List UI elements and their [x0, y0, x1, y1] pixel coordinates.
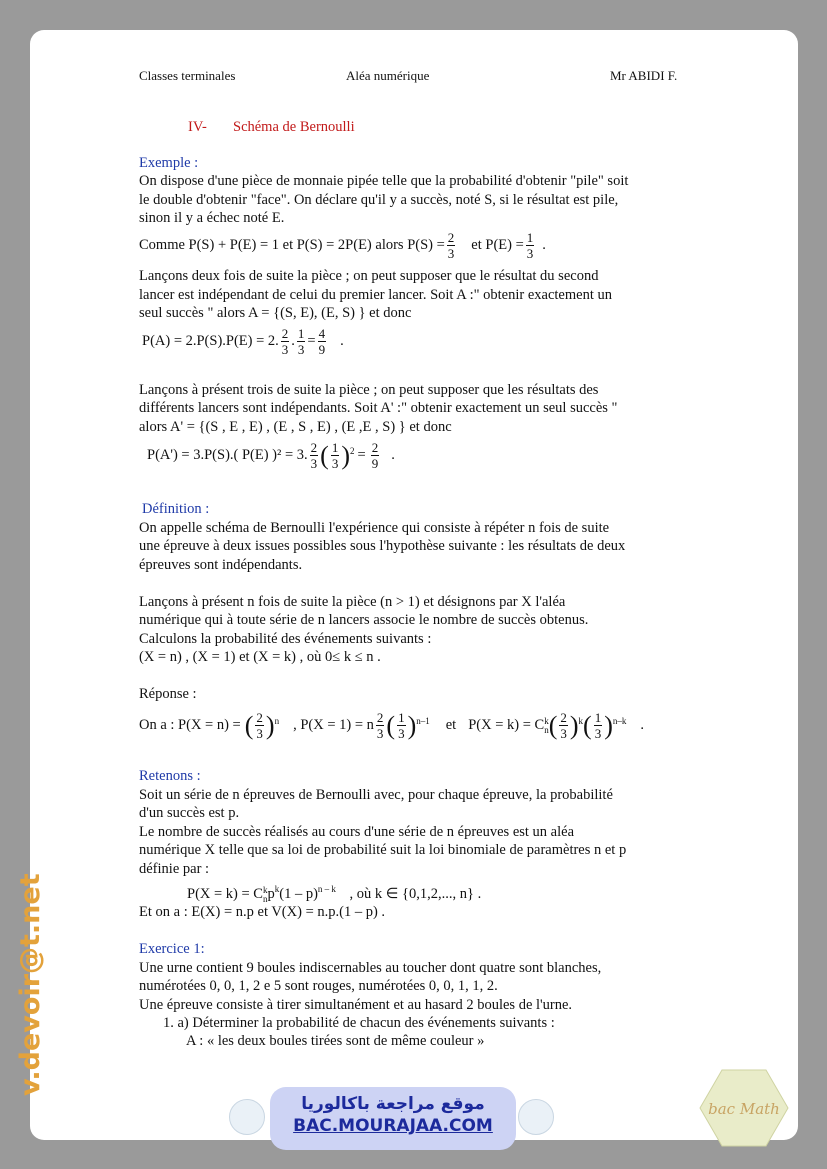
retenons-line: définie par : [139, 861, 210, 877]
n-line: (X = n) , (X = 1) et (X = k) , où 0≤ k ≤ n . [139, 649, 381, 665]
three-line: Lançons à présent trois de suite la pièce ; on peut supposer que les résultats des [139, 382, 599, 398]
bac-math-badge [698, 1068, 790, 1148]
comme-text: Comme P(S) + P(E) = 1 et P(S) = 2P(E) alors P(S) = [139, 237, 445, 254]
definition-label: Définition : [142, 501, 210, 517]
bac-mourajaa-banner[interactable] [270, 1087, 516, 1150]
exercice-label: Exercice 1: [139, 941, 205, 957]
n-line: numérique qui à toute série de n lancers associe le nombre de succès obtenus. [139, 612, 589, 628]
n-line: Lançons à présent n fois de suite la pièce (n > 1) et désignons par X l'aléa [139, 594, 566, 610]
comme-line: Comme P(S) + P(E) = 1 et P(S) = 2P(E) alors P(S) = $\frac{2}{3}$ et P(E) = $\frac{1}{3}$ . [139, 230, 546, 261]
three-line: différents lancers sont indépendants. Soit A' :" obtenir exactement un seul succès " [139, 400, 618, 416]
exercice-line: Une urne contient 9 boules indiscernables au toucher dont quatre sont blanches, [139, 960, 602, 976]
fraction: $\frac{2}{3}$ [447, 230, 455, 261]
pa-formula: P(A) = 2.P(S).P(E) = 2. $\frac{2}{3}$ . $\frac{1}{3}$ = $\frac{4}{9}$ . [142, 326, 344, 357]
two-line: seul succès " alors A = {(S, E), (E, S) } et donc [139, 305, 412, 321]
et-text: et [445, 717, 457, 734]
watermark [8, 860, 48, 1100]
binomial-formula: P(X = k) = C k n $p^k(1 - p)^{n - k}$ , où k ∈ {0,1,2,..., n} . [187, 884, 482, 904]
site-logo-right [518, 1099, 554, 1135]
pa-text: P(A) = 2.P(S).P(E) = 2. [142, 333, 279, 350]
exercice-line: numérotées 0, 0, 1, 2 e 5 sont rouges, numérotées 0, 0, 1, 1, 2. [139, 978, 498, 994]
n-line: Calculons la probabilité des événements suivants : [139, 631, 432, 647]
px1-text: , P(X = 1) = n [293, 717, 374, 734]
section-number: IV- [188, 119, 207, 135]
definition-line: On appelle schéma de Bernoulli l'expérience qui consiste à répéter n fois de suite [139, 520, 610, 536]
exemple-line: le double d'obtenir "face". On déclare qu'il y a succès, noté S, si le résultat est pile, [139, 192, 619, 208]
header-center: Aléa numérique [346, 68, 430, 83]
two-line: Lançons deux fois de suite la pièce ; on peut supposer que le résultat du second [139, 268, 599, 284]
banner-arabic: موقع مراجعة باكالوريا [301, 1094, 485, 1114]
site-logo-left [229, 1099, 265, 1135]
exemple-line: On dispose d'une pièce de monnaie pipée telle que la probabilité d'obtenir "pile" soit [139, 173, 629, 189]
retenons-line: d'un succès est p. [139, 805, 240, 821]
reponse-formula: On a : P(X = n) = ( $\frac{2}{3}$ ) $^n$ , P(X = 1) = n $\frac{2}{3}$ ( $\frac{1}{3}$ ) $^{n-1}$ et P(X = k) = C k n ( $\frac{2}{3}$ ) $^k$ ( $\frac{1}{3}$ ) $^{n-k}$ . [139, 710, 644, 741]
reponse-label: Réponse : [139, 686, 197, 702]
two-line: lancer est indépendant de celui du premier lancer. Soit A :" obtenir exactement un [139, 287, 612, 303]
fraction: $\frac{1}{3}$ [526, 230, 534, 261]
retenons-line: Le nombre de succès réalisés au cours d'une série de n épreuves est un aléa [139, 824, 575, 840]
pa2-formula: P(A') = 3.P(S).( P(E) )² = 3. $\frac{2}{3}$ ( $\frac{1}{3}$ ) $^2$ = $\frac{2}{9}$ . [147, 440, 395, 471]
banner-url[interactable]: BAC.MOURAJAA.COM [293, 1116, 493, 1136]
et-text: et P(E) = [471, 237, 524, 254]
retenons-label: Retenons : [139, 768, 201, 784]
badge-text: bac Math [708, 1100, 780, 1118]
exemple-line: sinon il y a échec noté E. [139, 210, 285, 226]
exercice-line: Une épreuve consiste à tirer simultanément et au hasard 2 boules de l'urne. [139, 997, 573, 1013]
retenons-line: numérique X telle que sa loi de probabilité suit la loi binomiale de paramètres n et p [139, 842, 627, 858]
section-title: Schéma de Bernoulli [233, 119, 355, 135]
header-right: Mr ABIDI F. [610, 68, 678, 83]
exemple-label: Exemple : [139, 155, 199, 171]
three-line: alors A' = {(S , E , E) , (E , S , E) , (E ,E , S) } et donc [139, 419, 452, 435]
pxk-text: P(X = k) = C [468, 717, 545, 734]
document-page [30, 30, 798, 1140]
pa2-text: P(A') = 3.P(S).( P(E) )² = 3. [147, 447, 308, 464]
watermark-text: v.devoir@t.net [15, 873, 46, 1096]
expectation-line: Et on a : E(X) = n.p et V(X) = n.p.(1 – p) . [139, 904, 386, 920]
exercice-question: 1. a) Déterminer la probabilité de chacun des événements suivants : [163, 1015, 555, 1031]
header-left: Classes terminales [139, 68, 236, 83]
definition-line: une épreuve à deux issues possibles sous l'hypothèse suivante : les résultats de deux [139, 538, 626, 554]
definition-line: épreuves sont indépendants. [139, 557, 303, 573]
exercice-event: A : « les deux boules tirées sont de même couleur » [186, 1033, 485, 1049]
retenons-line: Soit un série de n épreuves de Bernoulli avec, pour chaque épreuve, la probabilité [139, 787, 613, 803]
on-a-text: On a : P(X = n) = [139, 717, 241, 734]
